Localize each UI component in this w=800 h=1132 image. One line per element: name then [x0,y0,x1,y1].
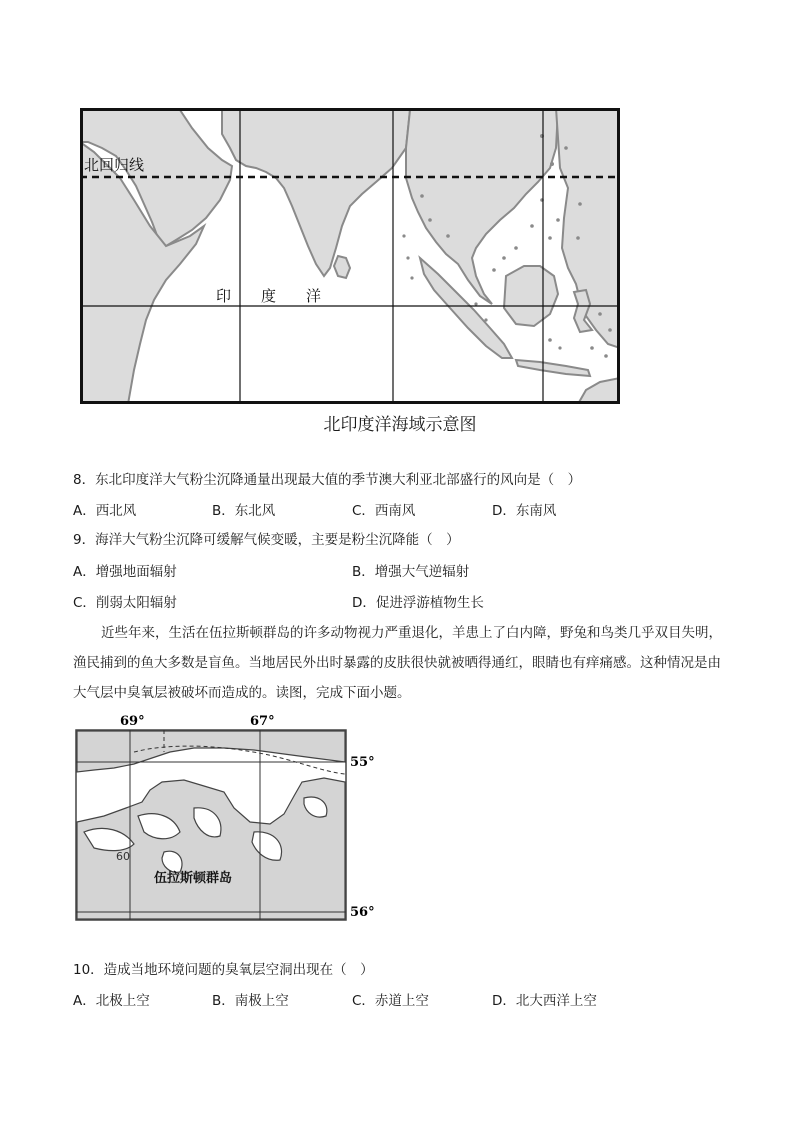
land-masses [80,108,620,404]
q10-option-c[interactable]: C．赤道上空 [352,993,429,1009]
q9-option-c[interactable]: C．削弱太阳辐射 [73,595,177,611]
question-8-stem: 8．东北印度洋大气粉尘沉降通量出现最大值的季节澳大利亚北部盛行的风向是（ ） [73,472,582,488]
q10-option-a[interactable]: A．北极上空 [73,993,150,1009]
north-indian-ocean-map [80,108,620,404]
australia-land [578,378,620,404]
q9-option-a[interactable]: A．增强地面辐射 [73,564,177,580]
q8-option-a[interactable]: A．西北风 [73,503,137,519]
q10-option-d[interactable]: D．北大西洋上空 [492,993,597,1009]
longitude-67-label: 67° [250,714,275,729]
tropic-label: 北回归线 [84,157,145,174]
longitude-69-label: 69° [120,714,145,729]
latitude-55-label: 55° [350,755,375,770]
java-land [516,360,590,376]
q9-option-b[interactable]: B．增强大气逆辐射 [352,564,470,580]
sri-lanka-land [334,256,350,278]
map-caption: 北印度洋海域示意图 [323,415,477,435]
india-land [222,110,410,276]
q8-option-d[interactable]: D．东南风 [492,503,557,519]
borneo-land [504,266,558,326]
latitude-56-label: 56° [350,905,375,920]
wollaston-islands-map-svg [74,712,384,922]
q9-option-d[interactable]: D．促进浮游植物生长 [352,595,484,611]
ocean-label: 印 度 洋 [216,288,322,305]
q10-option-b[interactable]: B．南极上空 [212,993,289,1009]
reading-passage: 近些年来，生活在伍拉斯顿群岛的许多动物视力严重退化，羊患上了白内障，野兔和鸟类几乎双目失明，渔民捕到的鱼大多数是盲鱼。当地居民外出时暴露的皮肤很快就被晒得通红，眼睛也有痒痛感。这种情况是由大气层中臭氧层被破坏而造成的。读图，完成下面小题。 [73,625,722,701]
wollaston-islands-map [74,712,384,922]
island-label: 伍拉斯顿群岛 [154,871,233,886]
question-9-stem: 9．海洋大气粉尘沉降可缓解气候变暖，主要是粉尘沉降能（ ） [73,532,460,548]
q8-option-c[interactable]: C．西南风 [352,503,416,519]
depth-mark: 60 [116,850,130,863]
question-10-stem: 10．造成当地环境问题的臭氧层空洞出现在（ ） [73,962,374,978]
q8-option-b[interactable]: B．东北风 [212,503,276,519]
north-indian-ocean-map-svg [80,108,620,404]
